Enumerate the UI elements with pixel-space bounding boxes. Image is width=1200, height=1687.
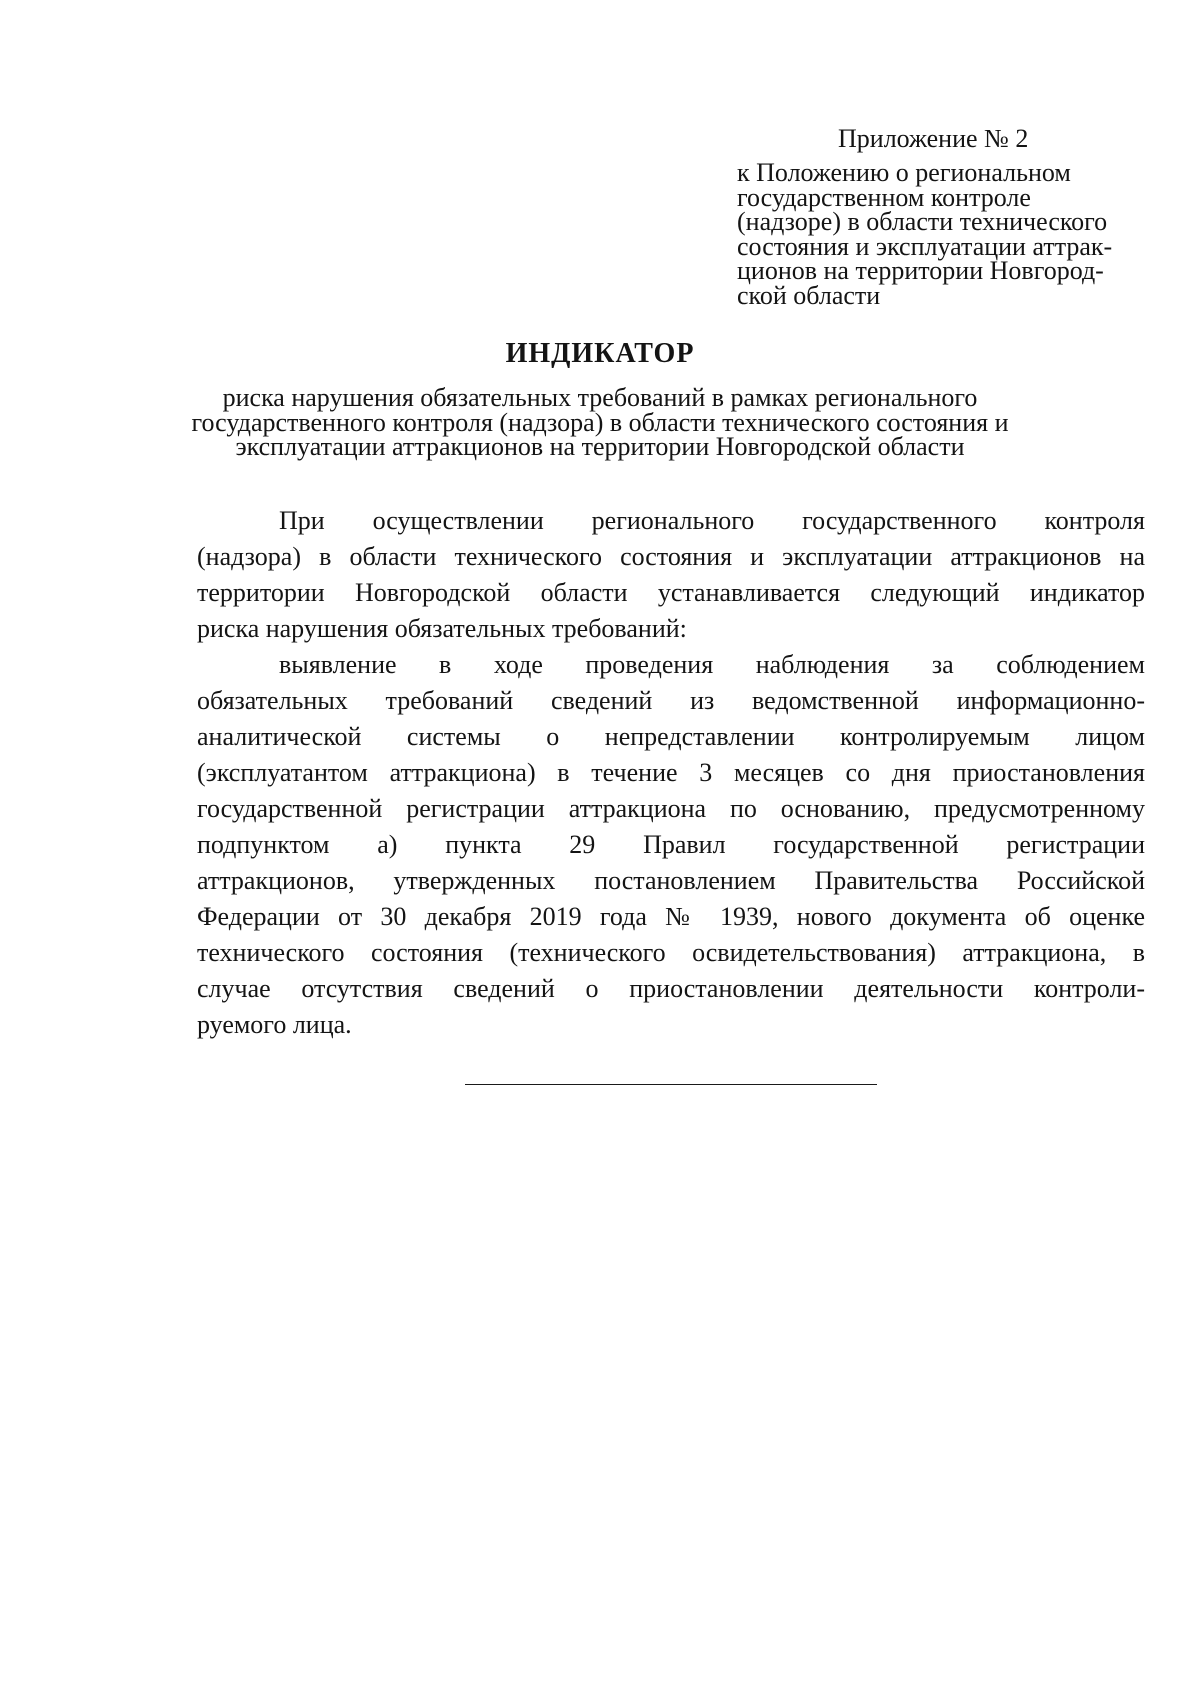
paragraph-line: подпунктом а) пункта 29 Правил государственной регистрации	[197, 830, 1145, 859]
document-title: ИНДИКАТОР	[505, 338, 695, 369]
paragraph-line: руемого лица.	[197, 1010, 352, 1039]
paragraph-line: риска нарушения обязательных требований:	[197, 614, 687, 643]
paragraph-line: При осуществлении регионального государственного контроля	[279, 506, 1145, 535]
paragraph-line: аттракционов, утвержденных постановлением Правительства Российской	[197, 866, 1145, 895]
paragraph-line: Федерации от 30 декабря 2019 года № 1939, нового документа об оценке	[197, 902, 1145, 931]
subtitle-line: эксплуатации аттракционов на территории Новгородской области	[235, 432, 965, 461]
document-subtitle	[0, 383, 1200, 461]
paragraph-line: обязательных требований сведений из ведомственной информационно-	[197, 686, 1145, 715]
paragraph-line: территории Новгородской области устанавливается следующий индикатор	[197, 578, 1145, 607]
appendix-reference-line: государственном контроле	[737, 182, 1031, 212]
paragraph-line: государственной регистрации аттракциона по основанию, предусмотренному	[197, 794, 1145, 823]
appendix-reference-line: к Положению о региональном	[737, 158, 1071, 187]
paragraph-intro	[197, 503, 1145, 647]
paragraph-indicator	[197, 647, 1145, 1043]
appendix-number: Приложение № 2	[838, 124, 1029, 153]
subtitle-line: риска нарушения обязательных требований в рамках регионального	[222, 383, 978, 412]
appendix-reference-line: (надзоре) в области технического	[737, 207, 1108, 236]
paragraph-line: выявление в ходе проведения наблюдения за соблюдением	[279, 650, 1145, 679]
paragraph-line: случае отсутствия сведений о приостановлении деятельности контроли-	[197, 974, 1145, 1003]
appendix-reference	[737, 158, 1147, 310]
paragraph-line: (надзора) в области технического состояния и эксплуатации аттракционов на	[197, 542, 1145, 571]
paragraph-line: (эксплуатантом аттракциона) в течение 3 месяцев со дня приостановления	[197, 758, 1145, 787]
appendix-reference-line: ской области	[737, 280, 881, 310]
subtitle-line: государственного контроля (надзора) в области технического состояния и	[191, 407, 1009, 437]
appendix-reference-line: ционов на территории Новгород-	[737, 256, 1104, 285]
paragraph-line: аналитической системы о непредставлении контролируемым лицом	[197, 722, 1145, 751]
end-of-document-rule	[465, 1084, 877, 1085]
paragraph-line: технического состояния (технического освидетельствования) аттракциона, в	[197, 938, 1145, 967]
appendix-reference-line: состояния и эксплуатации аттрак-	[737, 231, 1113, 261]
